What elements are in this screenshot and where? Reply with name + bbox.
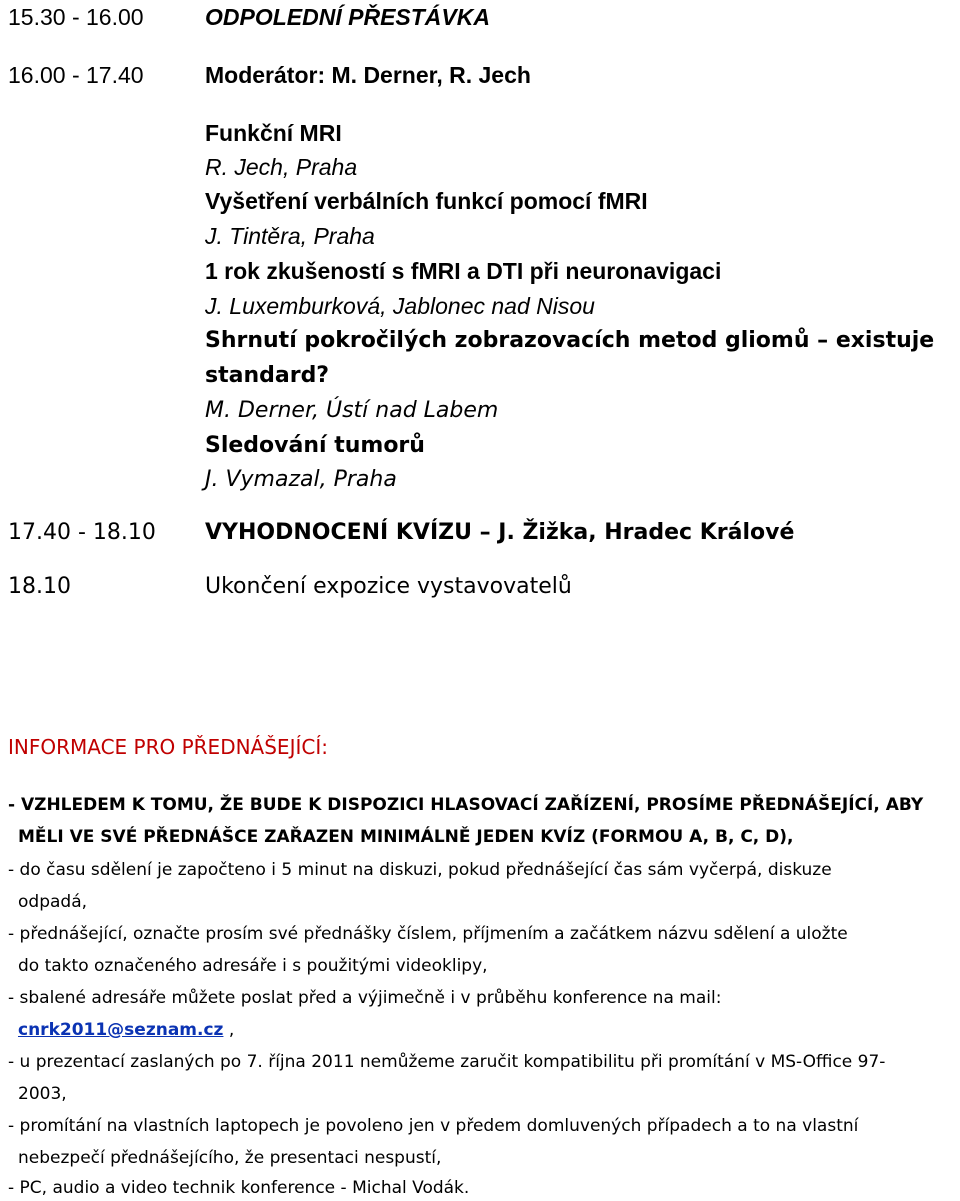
talk-author: J. Tintěra, Praha [205, 223, 375, 249]
info-line: nebezpečí přednášejícího, že presentaci nespustí, [18, 1148, 442, 1168]
info-line: - přednášející, označte prosím své přednášky číslem, příjmením a začátkem názvu sdělení a uložte [8, 924, 848, 944]
time-quiz: 17.40 - 18.10 [8, 520, 156, 545]
info-line: 2003, [18, 1084, 67, 1104]
info-line: odpadá, [18, 892, 88, 912]
break-title: ODPOLEDNÍ PŘESTÁVKA [205, 4, 490, 30]
talk-author: J. Vymazal, Praha [205, 467, 397, 492]
moderator-line: Moderátor: M. Derner, R. Jech [205, 62, 531, 88]
info-line: - do času sdělení je započteno i 5 minut na diskuzi, pokud přednášející čas sám vyčerpá, diskuze [8, 860, 832, 880]
time-closing: 18.10 [8, 574, 71, 599]
info-line: - u prezentací zaslaných po 7. října 2011 nemůžeme zaručit kompatibilitu při promítání v MS-Office 97- [8, 1052, 886, 1072]
info-line: - VZHLEDEM K TOMU, ŽE BUDE K DISPOZICI HLASOVACÍ ZAŘÍZENÍ, PROSÍME PŘEDNÁŠEJÍCÍ, ABY [8, 795, 924, 815]
talk-author: R. Jech, Praha [205, 154, 358, 180]
info-line: MĚLI VE SVÉ PŘEDNÁŠCE ZAŘAZEN MINIMÁLNĚ JEDEN KVÍZ (FORMOU A, B, C, D), [18, 827, 794, 847]
email-link[interactable]: cnrk2011@seznam.cz [18, 1020, 224, 1040]
info-line: - PC, audio a video technik konference - Michal Vodák. [8, 1178, 470, 1198]
info-line: - promítání na vlastních laptopech je povoleno jen v předem domluvených případech a to na vlastní [8, 1116, 859, 1136]
talk-title: Sledování tumorů [205, 433, 425, 458]
talk-title: Vyšetření verbálních funkcí pomocí fMRI [205, 188, 648, 214]
time-session: 16.00 - 17.40 [8, 62, 144, 88]
talk-author: J. Luxemburková, Jablonec nad Nisou [205, 293, 595, 319]
talk-author: M. Derner, Ústí nad Labem [205, 398, 499, 423]
info-heading: INFORMACE PRO PŘEDNÁŠEJÍCÍ: [8, 735, 328, 759]
closing-title: Ukončení expozice vystavovatelů [205, 574, 572, 599]
time-break: 15.30 - 16.00 [8, 4, 144, 30]
info-line: do takto označeného adresáře i s použitými videoklipy, [18, 956, 488, 976]
talk-title: 1 rok zkušeností s fMRI a DTI při neuronavigaci [205, 258, 722, 284]
email-suffix: , [223, 1020, 235, 1040]
quiz-title: VYHODNOCENÍ KVÍZU – J. Žižka, Hradec Králové [205, 520, 795, 545]
talk-title-continued: standard? [205, 363, 330, 388]
talk-title: Funkční MRI [205, 120, 342, 146]
email-line [18, 1018, 234, 1042]
talk-title: Shrnutí pokročilých zobrazovacích metod gliomů – existuje [205, 328, 935, 353]
info-line: - sbalené adresáře můžete poslat před a výjimečně i v průběhu konference na mail: [8, 988, 722, 1008]
